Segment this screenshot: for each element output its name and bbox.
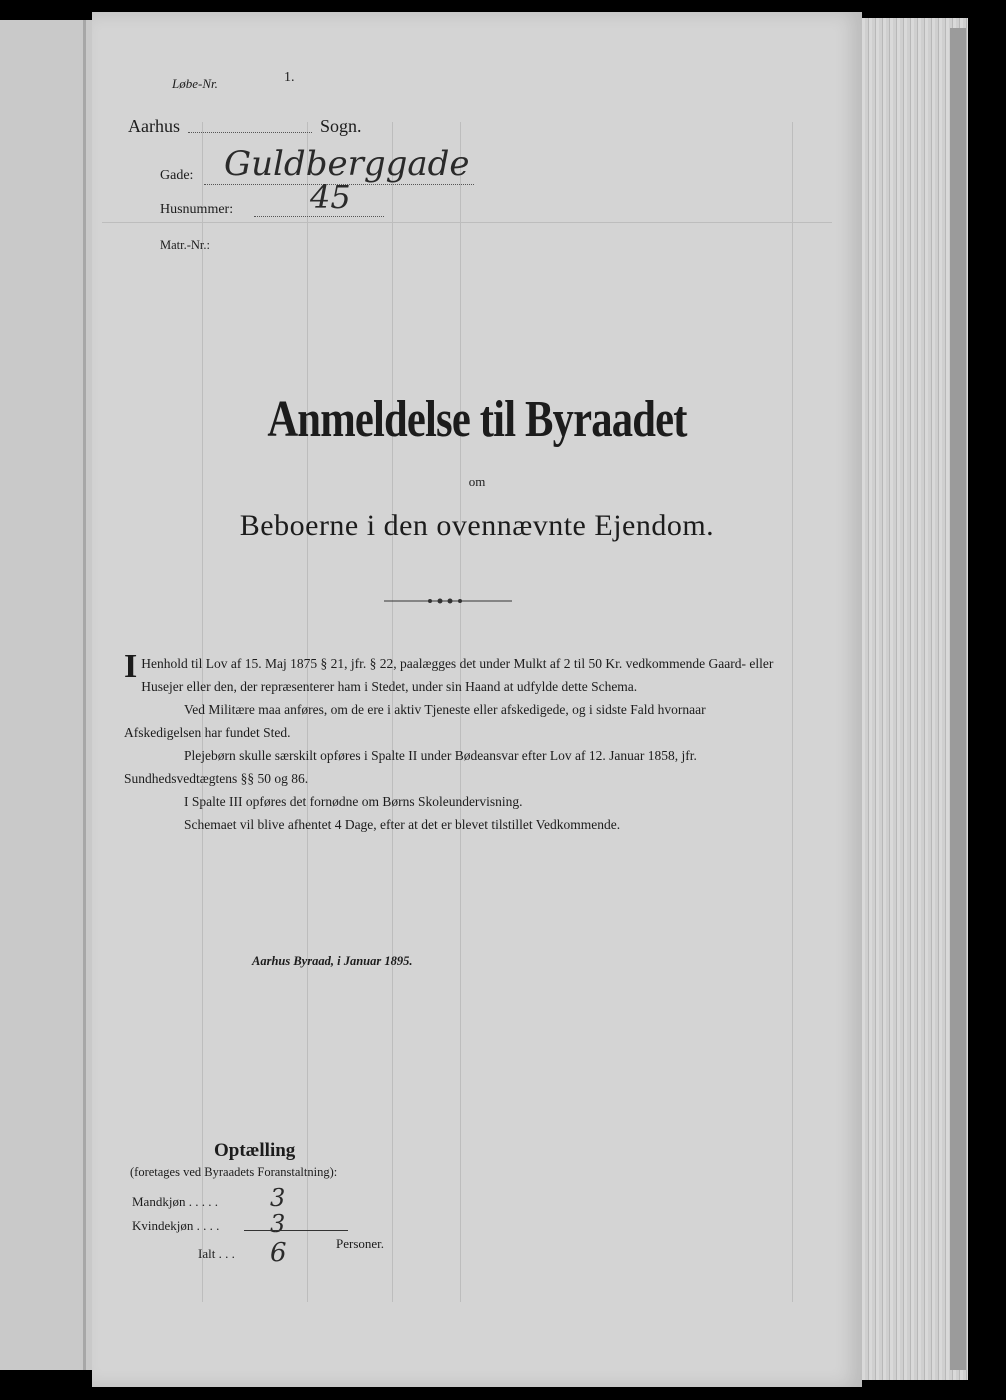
gade-label: Gade: bbox=[160, 168, 194, 183]
husnummer-value: 45 bbox=[310, 178, 351, 216]
count-title: Optælling bbox=[214, 1140, 296, 1161]
instructions-text bbox=[124, 648, 774, 836]
paragraph-1-text: Henhold til Lov af 15. Maj 1875 § 21, jfr. § 22, paalægges det under Mulkt af 2 til 50 Kr. vedkommende Gaard- eller Husejer eller den, der repræsenterer ham i Stedet, under sin Haand at udfylde dette Schema. bbox=[141, 656, 774, 694]
lobe-nr-value: 1. bbox=[284, 70, 295, 85]
kvindekjon-label: Kvindekjøn . . . . bbox=[132, 1218, 220, 1233]
mandkjon-label: Mandkjøn . . . . . bbox=[132, 1194, 218, 1209]
dropcap: I bbox=[124, 648, 138, 685]
kvindekjon-value: 3 bbox=[270, 1210, 286, 1238]
paragraph-2: Ved Militære maa anføres, om de ere i aktiv Tjeneste eller afskedigede, og i sidste Fald hvornaar Afskedigelsen har fundet Sted. bbox=[124, 702, 706, 740]
sogn-label: Sogn. bbox=[320, 116, 362, 136]
paragraph-1 bbox=[124, 648, 774, 698]
ghost-column-line bbox=[792, 122, 793, 1302]
city-label: Aarhus bbox=[128, 116, 180, 136]
lobe-nr-label: Løbe-Nr. bbox=[172, 76, 218, 91]
paragraph-3: Plejebørn skulle særskilt opføres i Spalte II under Bødeansvar efter Lov af 12. Januar 1858, jfr. Sundhedsvedtægtens §§ 50 og 86. bbox=[124, 748, 697, 786]
page-stack-shadow bbox=[950, 28, 966, 1370]
mandkjon-value: 3 bbox=[270, 1184, 286, 1212]
left-page-edge bbox=[0, 20, 94, 1370]
personer-label: Personer. bbox=[336, 1236, 385, 1251]
document-subtitle: Beboerne i den ovennævnte Ejendom. bbox=[239, 509, 715, 542]
paragraph-5: Schemaet vil blive afhentet 4 Dage, efter at det er blevet tilstillet Vedkommende. bbox=[184, 817, 621, 832]
husnummer-rule bbox=[254, 216, 384, 217]
paragraph-4: I Spalte III opføres det fornødne om Børns Skoleundervisning. bbox=[184, 794, 523, 809]
ghost-row-line bbox=[102, 222, 832, 223]
ialt-value: 6 bbox=[270, 1238, 287, 1268]
ialt-label: Ialt . . . bbox=[198, 1246, 235, 1261]
city-rule bbox=[188, 132, 312, 133]
husnummer-label: Husnummer: bbox=[160, 202, 234, 217]
title-connector: om bbox=[468, 474, 486, 489]
matr-label: Matr.-Nr.: bbox=[160, 238, 210, 252]
document-title: Anmeldelse til Byraadet bbox=[267, 391, 687, 448]
count-subtitle: (foretages ved Byraadets Foranstaltning): bbox=[130, 1165, 338, 1179]
sum-rule bbox=[244, 1230, 348, 1231]
ornament-divider bbox=[384, 596, 512, 606]
gade-value: Guldberggade bbox=[224, 144, 470, 184]
signature-line: Aarhus Byraad, i Januar 1895. bbox=[252, 954, 413, 968]
document-page bbox=[92, 12, 862, 1387]
